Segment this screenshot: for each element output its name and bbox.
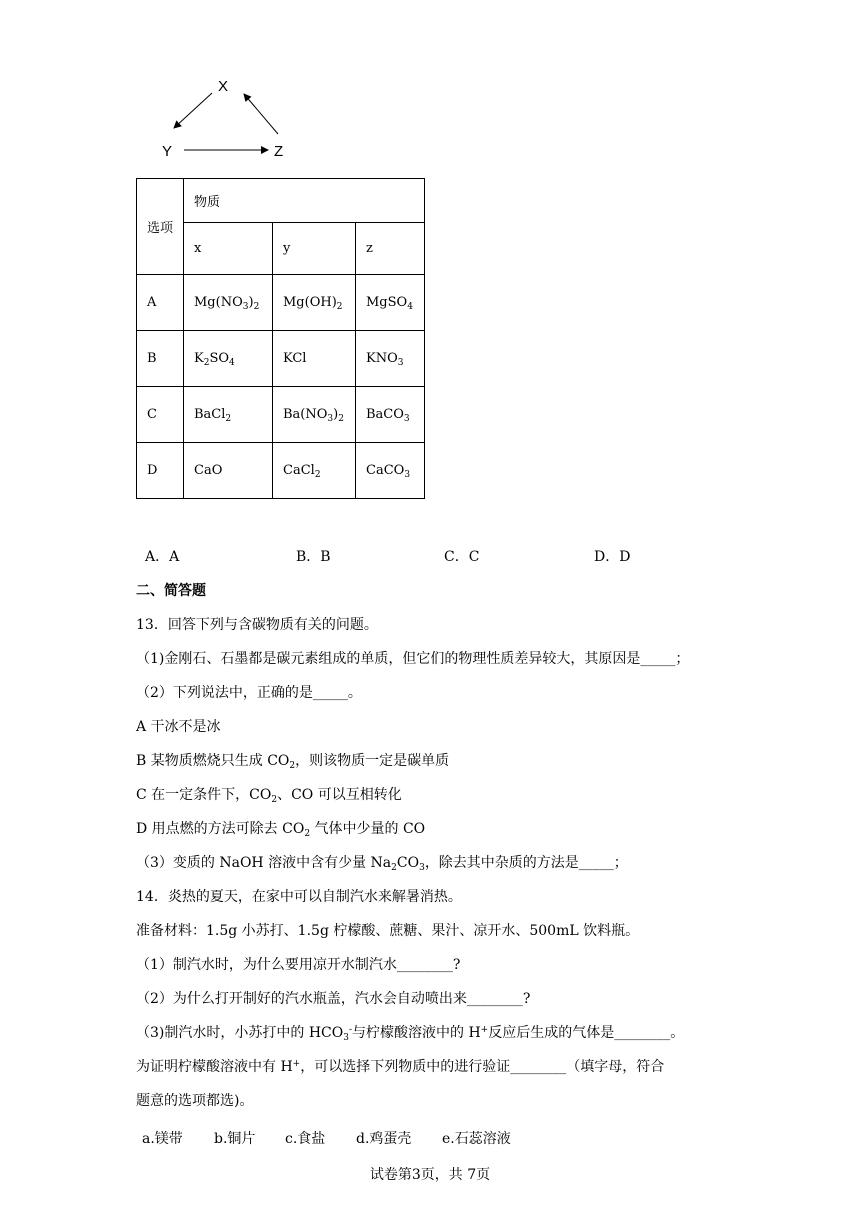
col-z: z (356, 223, 425, 275)
formula-cell: CaCl$_2$ (273, 443, 356, 499)
q13-option-b: B 某物质燃烧只生成 $CO_2$，则该物质一定是碳单质 (136, 753, 450, 771)
xyz-conversion-diagram (150, 68, 310, 168)
options-table (136, 178, 425, 499)
page-footer: 试卷第3页，共 7页 (369, 1167, 491, 1183)
q14-option-a: a.镁带 (142, 1131, 183, 1147)
node-y: Y (162, 143, 173, 160)
formula-cell: $K_2SO_4$ (184, 331, 273, 387)
node-z: Z (274, 143, 284, 160)
arrow-z-to-x (244, 94, 278, 134)
row-label: A (137, 275, 184, 331)
formula-cell: KCl (273, 331, 356, 387)
q13-part2: （2）下列说法中，正确的是_____。 (136, 685, 362, 701)
q14-option-b: b.铜片 (214, 1131, 256, 1147)
q13-option-a: A 干冰不是冰 (136, 719, 221, 735)
q13-option-c: C 在一定条件下，$CO_2$、CO 可以互相转化 (136, 787, 402, 805)
q14-stem: 14．炎热的夏天，在家中可以自制汽水来解暑消热。 (136, 889, 462, 905)
row-label: D (137, 443, 184, 499)
q13-part3: （3）变质的 NaOH 溶液中含有少量 $Na_2CO_3$，除去其中杂质的方法是_____； (136, 855, 628, 873)
formula-cell: $Mg(NO_3)_2$ (184, 275, 273, 331)
choice-d[interactable]: D．D (594, 549, 631, 565)
node-x: X (218, 78, 229, 95)
choice-c[interactable]: C．C (444, 549, 480, 565)
formula-cell: BaCl$_2$ (184, 387, 273, 443)
table-row (137, 387, 425, 443)
q14-part3-end: 题意的选项都选)。 (136, 1093, 254, 1109)
q14-option-d: d.鸡蛋壳 (356, 1131, 412, 1147)
q13-stem: 13．回答下列与含碳物质有关的问题。 (136, 617, 378, 633)
q14-part1: （1）制汽水时，为什么要用凉开水制汽水________? (136, 957, 461, 973)
table-row (137, 443, 425, 499)
q13-option-d: D 用点燃的方法可除去 $CO_2$ 气体中少量的 CO (136, 821, 426, 839)
arrow-x-to-y (174, 93, 212, 128)
q14-part2: （2）为什么打开制好的汽水瓶盖，汽水会自动喷出来________? (136, 991, 531, 1007)
table-row (137, 275, 425, 331)
col-x: x (184, 223, 273, 275)
q13-part1: （1)金刚石、石墨都是碳元素组成的单质，但它们的物理性质差异较大，其原因是_____； (136, 651, 690, 667)
formula-cell: CaCO$_3$ (356, 443, 425, 499)
q14-option-e: e.石蕊溶液 (442, 1131, 511, 1147)
table-row (137, 331, 425, 387)
choice-b[interactable]: B．B (296, 549, 331, 565)
header-option: 选项 (137, 179, 184, 275)
formula-cell: $Ba(NO_3)_2$ (273, 387, 356, 443)
col-y: y (273, 223, 356, 275)
formula-cell: MgSO$_4$ (356, 275, 425, 331)
choice-a[interactable]: A．A (145, 549, 180, 565)
formula-cell: $KNO_3$ (356, 331, 425, 387)
q14-materials: 准备材料：1.5g 小苏打、1.5g 柠檬酸、蔗糖、果汁、凉开水、500mL 饮料瓶。 (136, 923, 640, 939)
formula-cell: CaO (184, 443, 273, 499)
q14-part3-cont: 为证明柠檬酸溶液中有 H+，可以选择下列物质中的进行验证________（填字母，符合 (136, 1059, 665, 1075)
formula-cell: BaCO$_3$ (356, 387, 425, 443)
q14-part3: （3)制汽水时，小苏打中的 $HCO_3^-$与柠檬酸溶液中的 H+反应后生成的气体是________。 (136, 1025, 685, 1043)
header-substance: 物质 (184, 179, 425, 223)
section-title: 二、简答题 (136, 583, 206, 599)
row-label: C (137, 387, 184, 443)
formula-cell: $Mg(OH)_2$ (273, 275, 356, 331)
q14-option-c: c.食盐 (285, 1131, 326, 1147)
row-label: B (137, 331, 184, 387)
